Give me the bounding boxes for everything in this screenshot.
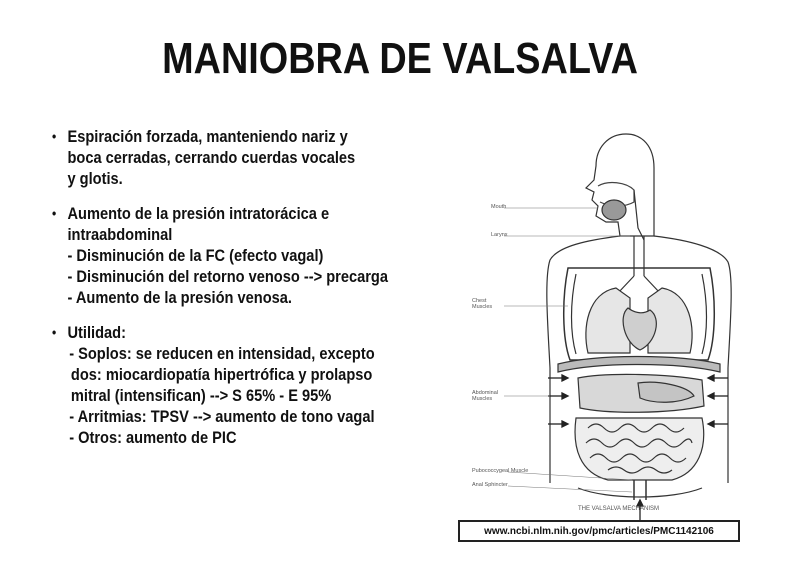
slide-title: MANIOBRA DE VALSALVA [162,34,638,83]
figure-caption: THE VALSALVA MECHANISM [578,506,660,512]
label-chest-muscles: Chest Muscles [472,298,493,310]
bullet-item-utilidad [52,322,413,448]
bullet-item-espiracion [52,126,413,189]
source-url-text: www.ncbi.nlm.nih.gov/pmc/articles/PMC1142106 [484,525,714,537]
bullet-line: - Soplos: se reducen en intensidad, excepto [69,344,375,363]
bullet-line: - Disminución de la FC (efecto vagal) [67,246,324,265]
source-url-box [458,520,740,542]
bullet-line: - Disminución del retorno venoso --> precarga [67,267,388,286]
bullet-dot-icon: • [52,128,57,144]
bullet-line: boca cerradas, cerrando cuerdas vocales [67,148,356,167]
bullet-line: Utilidad: [67,323,126,342]
label-larynx: Larynx [491,232,508,238]
bullet-line: intraabdominal [67,225,173,244]
bullet-line: - Aumento de la presión venosa. [67,288,292,307]
bullet-line: Aumento de la presión intratorácica e [67,204,330,223]
bullet-dot-icon: • [52,324,57,340]
bullet-line: dos: miocardiopatía hipertrófica y prolapso [70,365,373,384]
bullet-line: Espiración forzada, manteniendo nariz y [67,127,348,146]
bullet-dot-icon: • [52,205,57,221]
bullet-list [52,126,472,448]
valsalva-diagram [458,128,758,523]
label-anal-sphincter: Anal Sphincter [472,482,508,488]
bullet-item-aumento-presion [52,203,413,308]
anatomy-illustration [458,128,758,523]
bullet-line: - Arritmias: TPSV --> aumento de tono vagal [69,407,375,426]
label-pubococcygeal-muscle: Pubococcygeal Muscle [472,468,529,474]
bullet-line: - Otros: aumento de PIC [69,428,237,447]
bullet-line: y glotis. [67,169,123,188]
label-abdominal-muscles: Abdominal Muscles [472,390,498,402]
bullet-line: mitral (intensifican) --> S 65% - E 95% [70,386,332,405]
label-mouth: Mouth [491,204,507,210]
